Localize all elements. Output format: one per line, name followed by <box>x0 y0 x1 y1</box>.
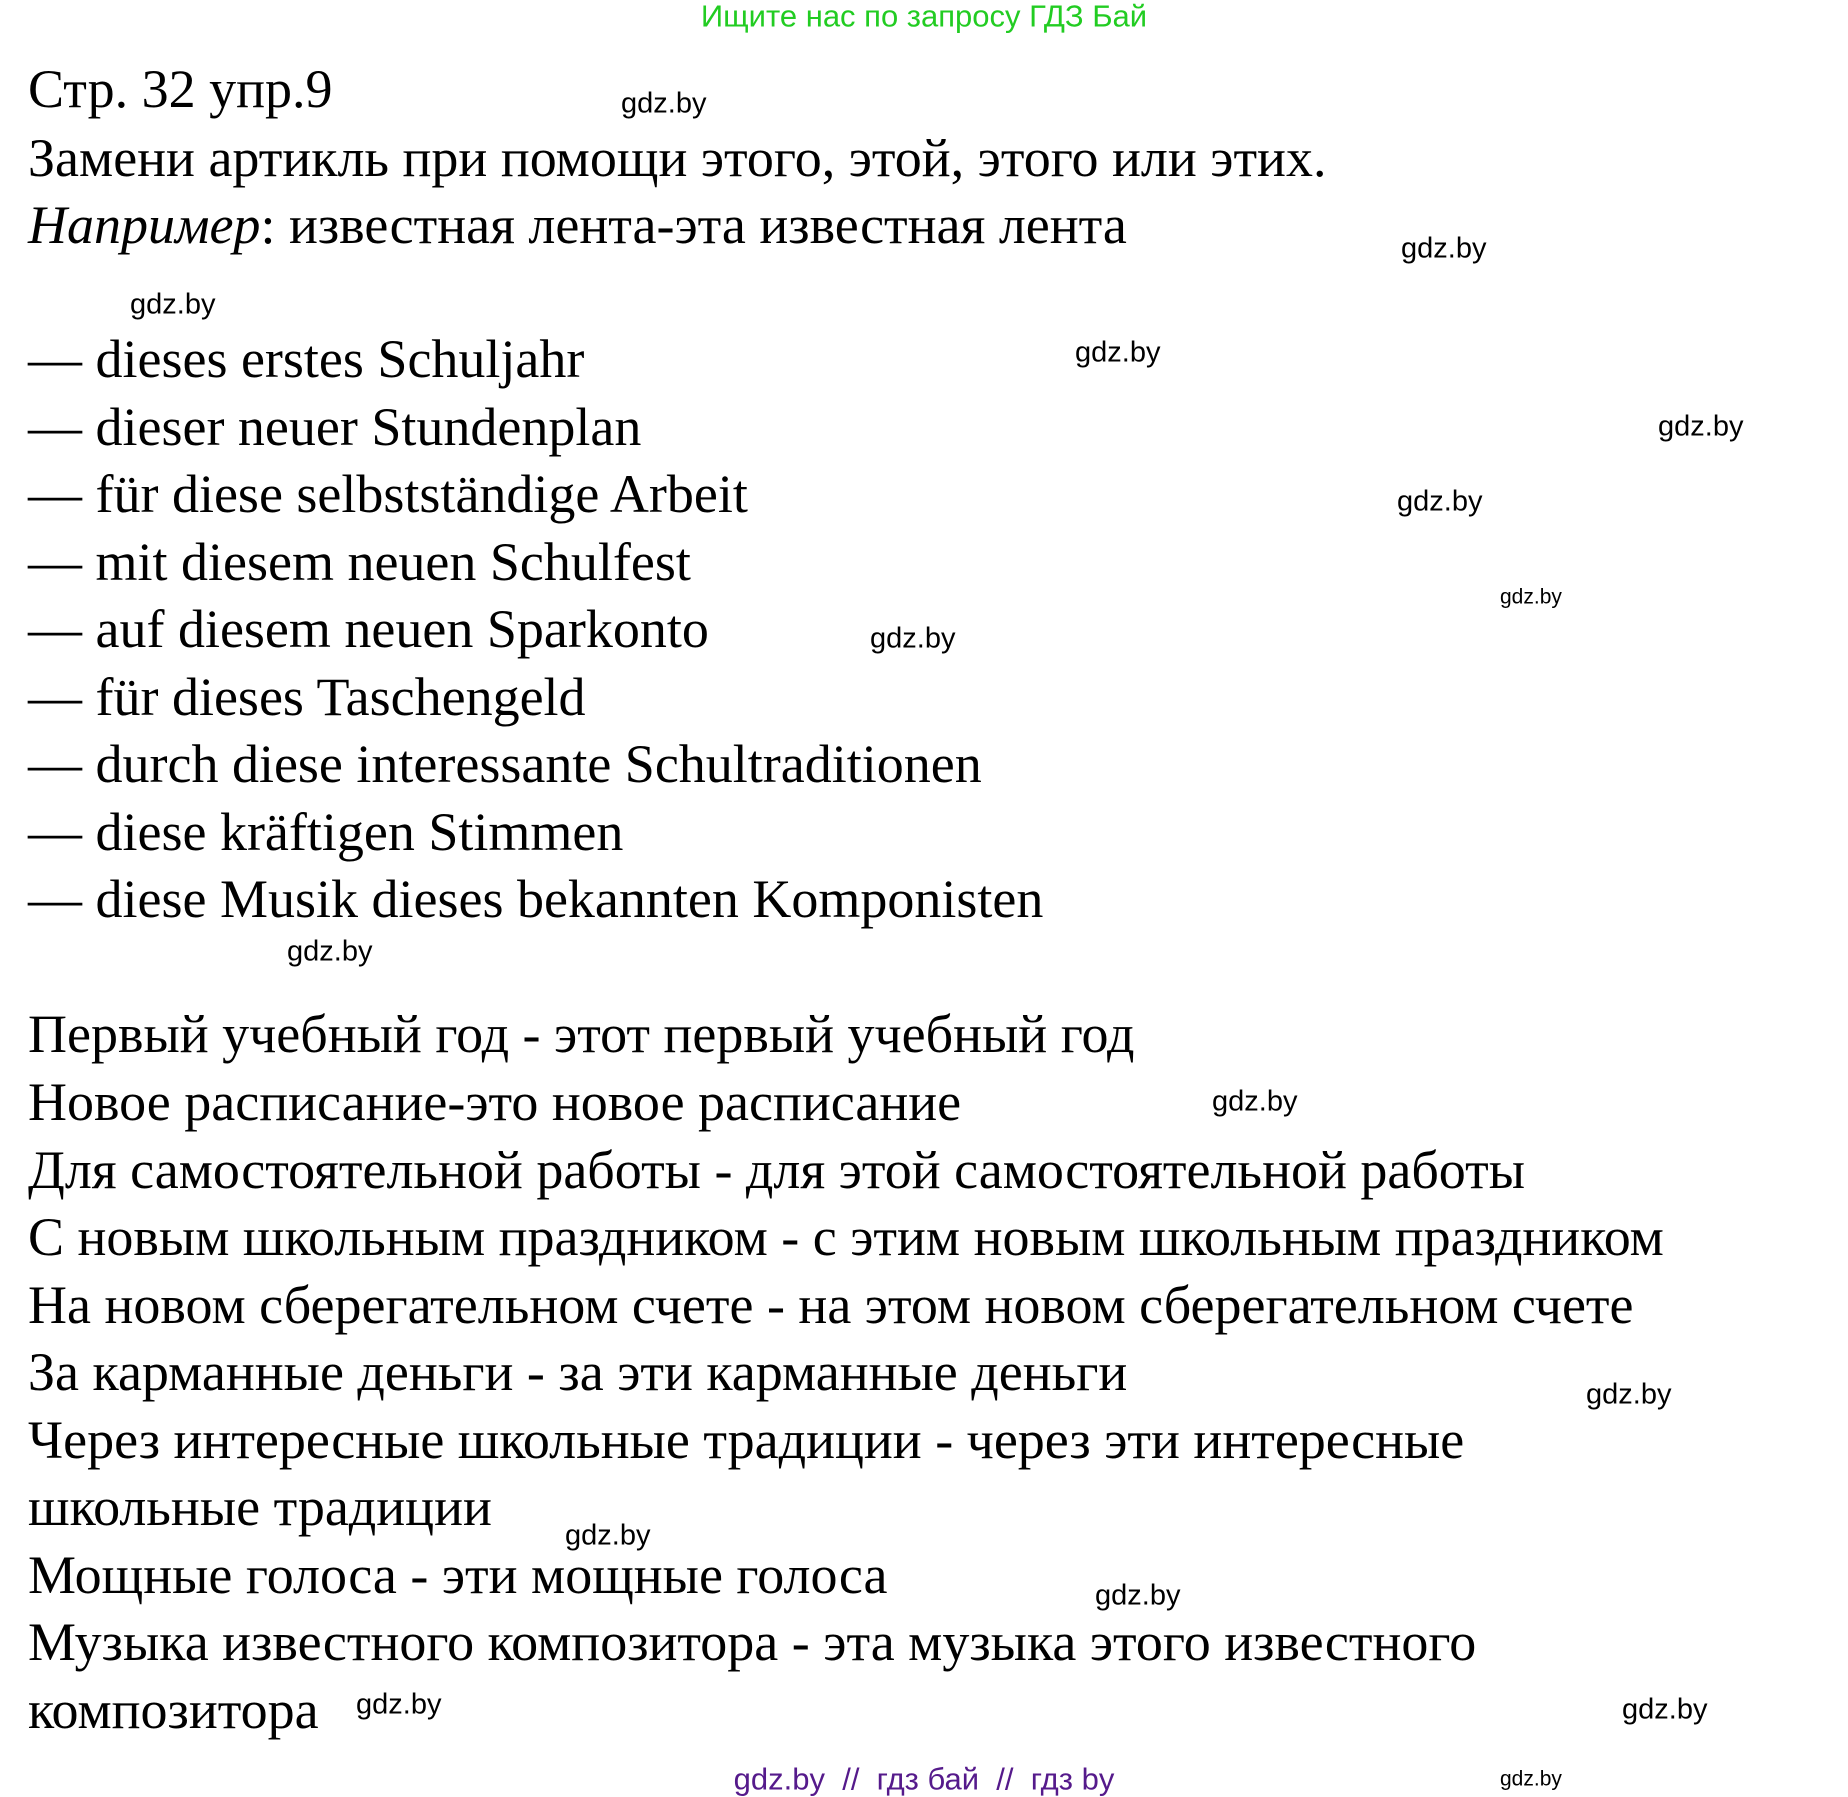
watermark: gdz.by <box>356 1688 442 1721</box>
russian-answer: композитора <box>28 1680 319 1740</box>
watermark: gdz.by <box>1622 1693 1708 1726</box>
russian-answer: За карманные деньги - за эти карманные деньги <box>28 1342 1128 1402</box>
russian-answer: Первый учебный год - этот первый учебный год <box>28 1004 1135 1064</box>
watermark: gdz.by <box>1401 232 1487 265</box>
watermark: gdz.by <box>1212 1085 1298 1118</box>
german-answer: — durch diese interessante Schultraditionen <box>28 734 982 794</box>
russian-answer: школьные традиции <box>28 1477 492 1537</box>
watermark: gdz.by <box>565 1519 651 1552</box>
german-answer: — dieser neuer Stundenplan <box>28 397 642 457</box>
russian-answer: Через интересные школьные традиции - через эти интересные <box>28 1410 1465 1470</box>
watermark: gdz.by <box>287 935 373 968</box>
watermark: gdz.by <box>1500 1767 1562 1791</box>
header-banner: Ищите нас по запросу ГДЗ Бай <box>700 0 1148 34</box>
watermark: gdz.by <box>1658 410 1744 443</box>
watermark: gdz.by <box>1095 1579 1181 1612</box>
german-answer: — diese Musik dieses bekannten Komponisten <box>28 869 1044 929</box>
russian-answer: Для самостоятельной работы - для этой самостоятельной работы <box>28 1140 1525 1200</box>
example-label: Например <box>28 195 261 255</box>
example-text: : известная лента-эта известная лента <box>260 195 1127 255</box>
watermark: gdz.by <box>870 622 956 655</box>
watermark: gdz.by <box>1586 1378 1672 1411</box>
german-answer: — für dieses Taschengeld <box>28 667 586 727</box>
russian-answer: С новым школьным праздником - с этим новым школьным праздником <box>28 1207 1664 1267</box>
german-answer: — mit diesem neuen Schulfest <box>28 532 691 592</box>
watermark: gdz.by <box>1397 485 1483 518</box>
watermark: gdz.by <box>1075 336 1161 369</box>
instruction: Замени артикль при помощи этого, этой, этого или этих. <box>28 128 1327 188</box>
german-answer: — diese kräftigen Stimmen <box>28 802 624 862</box>
watermark: gdz.by <box>1500 585 1562 609</box>
watermark: gdz.by <box>621 87 707 120</box>
watermark: gdz.by <box>130 288 216 321</box>
russian-answer: На новом сберегательном счете - на этом новом сберегательном счете <box>28 1275 1634 1335</box>
russian-answer: Музыка известного композитора - эта музыка этого известного <box>28 1612 1477 1672</box>
example <box>28 195 1127 255</box>
german-answer: — auf diesem neuen Sparkonto <box>28 599 709 659</box>
page-title: Стр. 32 упр.9 <box>28 59 333 119</box>
russian-answer: Мощные голоса - эти мощные голоса <box>28 1545 888 1605</box>
german-answer: — für diese selbstständige Arbeit <box>28 464 748 524</box>
footer-links: gdz.by // гдз бай // гдз by <box>733 1761 1115 1797</box>
russian-answer: Новое расписание-это новое расписание <box>28 1072 962 1132</box>
german-answer: — dieses erstes Schuljahr <box>28 329 585 389</box>
